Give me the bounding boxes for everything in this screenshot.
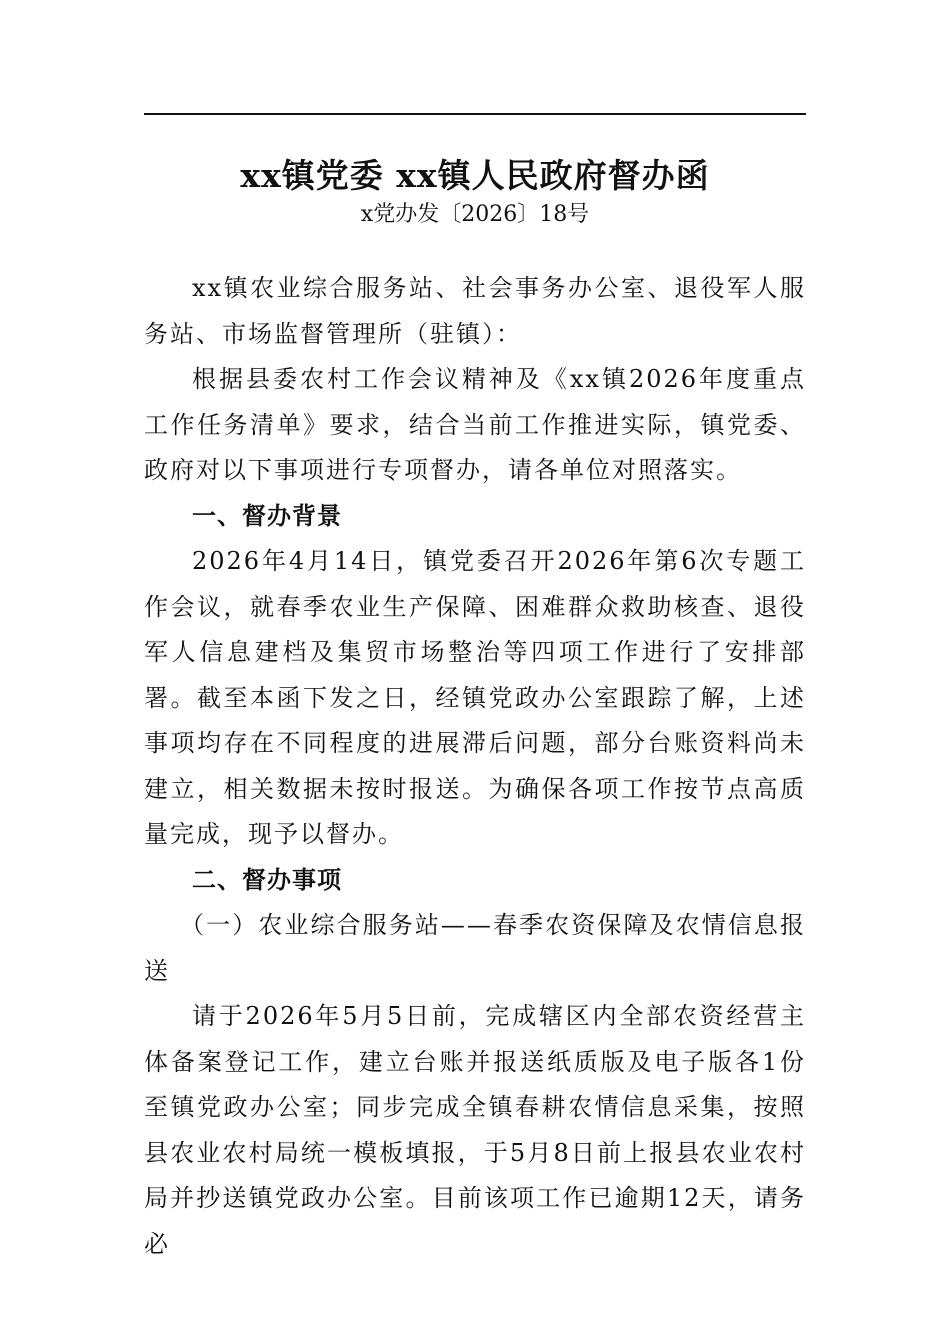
addressee-paragraph: xx镇农业综合服务站、社会事务办公室、退役军人服务站、市场监督管理所（驻镇）： <box>144 274 806 348</box>
header-rule <box>144 113 806 115</box>
section-heading-items: 二、督办事项 <box>192 865 342 894</box>
background-paragraph: 2026年4月14日，镇党委召开2026年第6次专题工作会议，就春季农业生产保障、困难群众救助核查、退役军人信息建档及集贸市场整治等四项工作进行了安排部署。截至本函下发之日，经镇党政办公室跟踪了解，上述事项均存在不同程度的进展滞后问题，部分台账资料尚未建立，相关数据未按时报送。为确保各项工作按节点高质量完成，现予以督办。 <box>144 547 806 848</box>
document-number: x党办发〔2026〕18号 <box>360 202 590 227</box>
item-heading-agriculture: （一）农业综合服务站——春季农资保障及农情信息报送 <box>144 911 806 985</box>
section-heading-background: 一、督办背景 <box>192 501 342 530</box>
item-paragraph-agriculture: 请于2026年5月5日前，完成辖区内全部农资经营主体备案登记工作，建立台账并报送纸质版及电子版各1份至镇党政办公室；同步完成全镇春耕农情信息采集，按照县农业农村局统一模板填报，于5月8日前上报县农业农村局并抄送镇党政办公室。目前该项工作已逾期12天，请务必 <box>144 1002 806 1258</box>
intro-paragraph: 根据县委农村工作会议精神及《xx镇2026年度重点工作任务清单》要求，结合当前工作推进实际，镇党委、政府对以下事项进行专项督办，请各单位对照落实。 <box>144 365 806 484</box>
document-body <box>144 266 806 1267</box>
document-title: xx镇党委 xx镇人民政府督办函 <box>240 156 710 195</box>
